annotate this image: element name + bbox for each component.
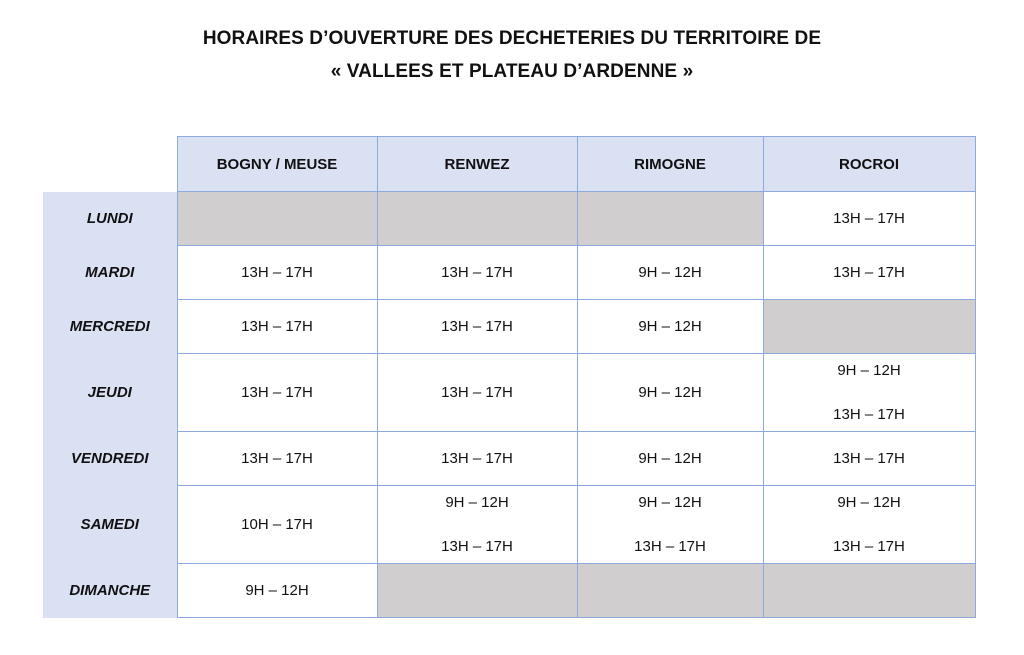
time-slot: 13H – 17H	[241, 317, 313, 335]
hours-cell-rocroi	[763, 432, 975, 486]
time-slot: 13H – 17H	[833, 405, 905, 423]
time-slot: 9H – 12H	[638, 493, 702, 511]
time-slot: 13H – 17H	[634, 537, 706, 555]
time-slot: 13H – 17H	[833, 263, 905, 281]
time-slot: 9H – 12H	[638, 263, 702, 281]
day-label: DIMANCHE	[43, 564, 177, 618]
time-slot: 13H – 17H	[441, 263, 513, 281]
header-row	[43, 137, 975, 192]
time-slot: 9H – 12H	[837, 493, 901, 511]
closed-cell-bogny	[177, 192, 377, 246]
hours-cell-bogny	[177, 246, 377, 300]
hours-cell-renwez	[377, 300, 577, 354]
hours-cell-bogny	[177, 300, 377, 354]
schedule-body	[43, 192, 975, 618]
day-label: LUNDI	[43, 192, 177, 246]
opening-hours-table	[43, 136, 976, 618]
table-row	[43, 246, 975, 300]
hours-cell-rocroi	[763, 246, 975, 300]
time-slot: 13H – 17H	[441, 317, 513, 335]
time-slot: 9H – 12H	[638, 317, 702, 335]
time-slot: 13H – 17H	[833, 449, 905, 467]
time-slot: 9H – 12H	[445, 493, 509, 511]
table-row	[43, 486, 975, 564]
time-slot: 10H – 17H	[241, 515, 313, 533]
time-slot: 13H – 17H	[441, 537, 513, 555]
day-label: SAMEDI	[43, 486, 177, 564]
time-slot: 9H – 12H	[638, 449, 702, 467]
hours-cell-rocroi	[763, 354, 975, 432]
time-slot: 13H – 17H	[241, 263, 313, 281]
time-slot: 13H – 17H	[833, 209, 905, 227]
hours-cell-renwez	[377, 246, 577, 300]
hours-cell-rimogne	[577, 246, 763, 300]
day-label: MERCREDI	[43, 300, 177, 354]
column-header-renwez: RENWEZ	[377, 137, 577, 192]
closed-cell-rocroi	[763, 564, 975, 618]
time-slot: 9H – 12H	[837, 361, 901, 379]
hours-cell-bogny	[177, 354, 377, 432]
table-row	[43, 432, 975, 486]
closed-cell-renwez	[377, 192, 577, 246]
day-label: JEUDI	[43, 354, 177, 432]
column-header-rimogne: RIMOGNE	[577, 137, 763, 192]
table-row	[43, 354, 975, 432]
day-label: MARDI	[43, 246, 177, 300]
closed-cell-rimogne	[577, 192, 763, 246]
table-row	[43, 192, 975, 246]
table-row	[43, 564, 975, 618]
hours-cell-rimogne	[577, 300, 763, 354]
day-label: VENDREDI	[43, 432, 177, 486]
time-slot: 13H – 17H	[441, 383, 513, 401]
hours-cell-rimogne	[577, 432, 763, 486]
hours-cell-rocroi	[763, 192, 975, 246]
hours-cell-renwez	[377, 354, 577, 432]
time-slot: 13H – 17H	[241, 449, 313, 467]
hours-cell-bogny	[177, 432, 377, 486]
time-slot: 13H – 17H	[833, 537, 905, 555]
column-header-rocroi: ROCROI	[763, 137, 975, 192]
header-corner	[43, 137, 177, 192]
hours-cell-renwez	[377, 486, 577, 564]
time-slot: 13H – 17H	[241, 383, 313, 401]
title-line-1: HORAIRES D’OUVERTURE DES DECHETERIES DU TERRITOIRE DE	[202, 28, 822, 49]
hours-cell-bogny	[177, 486, 377, 564]
column-header-bogny: BOGNY / MEUSE	[177, 137, 377, 192]
closed-cell-rocroi	[763, 300, 975, 354]
time-slot: 9H – 12H	[638, 383, 702, 401]
time-slot: 13H – 17H	[441, 449, 513, 467]
time-slot: 9H – 12H	[245, 581, 309, 599]
page-title	[0, 22, 1024, 88]
hours-cell-rimogne	[577, 486, 763, 564]
title-line-2: « VALLEES ET PLATEAU D’ARDENNE »	[330, 61, 694, 82]
hours-cell-renwez	[377, 432, 577, 486]
closed-cell-renwez	[377, 564, 577, 618]
hours-cell-bogny	[177, 564, 377, 618]
hours-cell-rocroi	[763, 486, 975, 564]
hours-cell-rimogne	[577, 354, 763, 432]
table-row	[43, 300, 975, 354]
closed-cell-rimogne	[577, 564, 763, 618]
